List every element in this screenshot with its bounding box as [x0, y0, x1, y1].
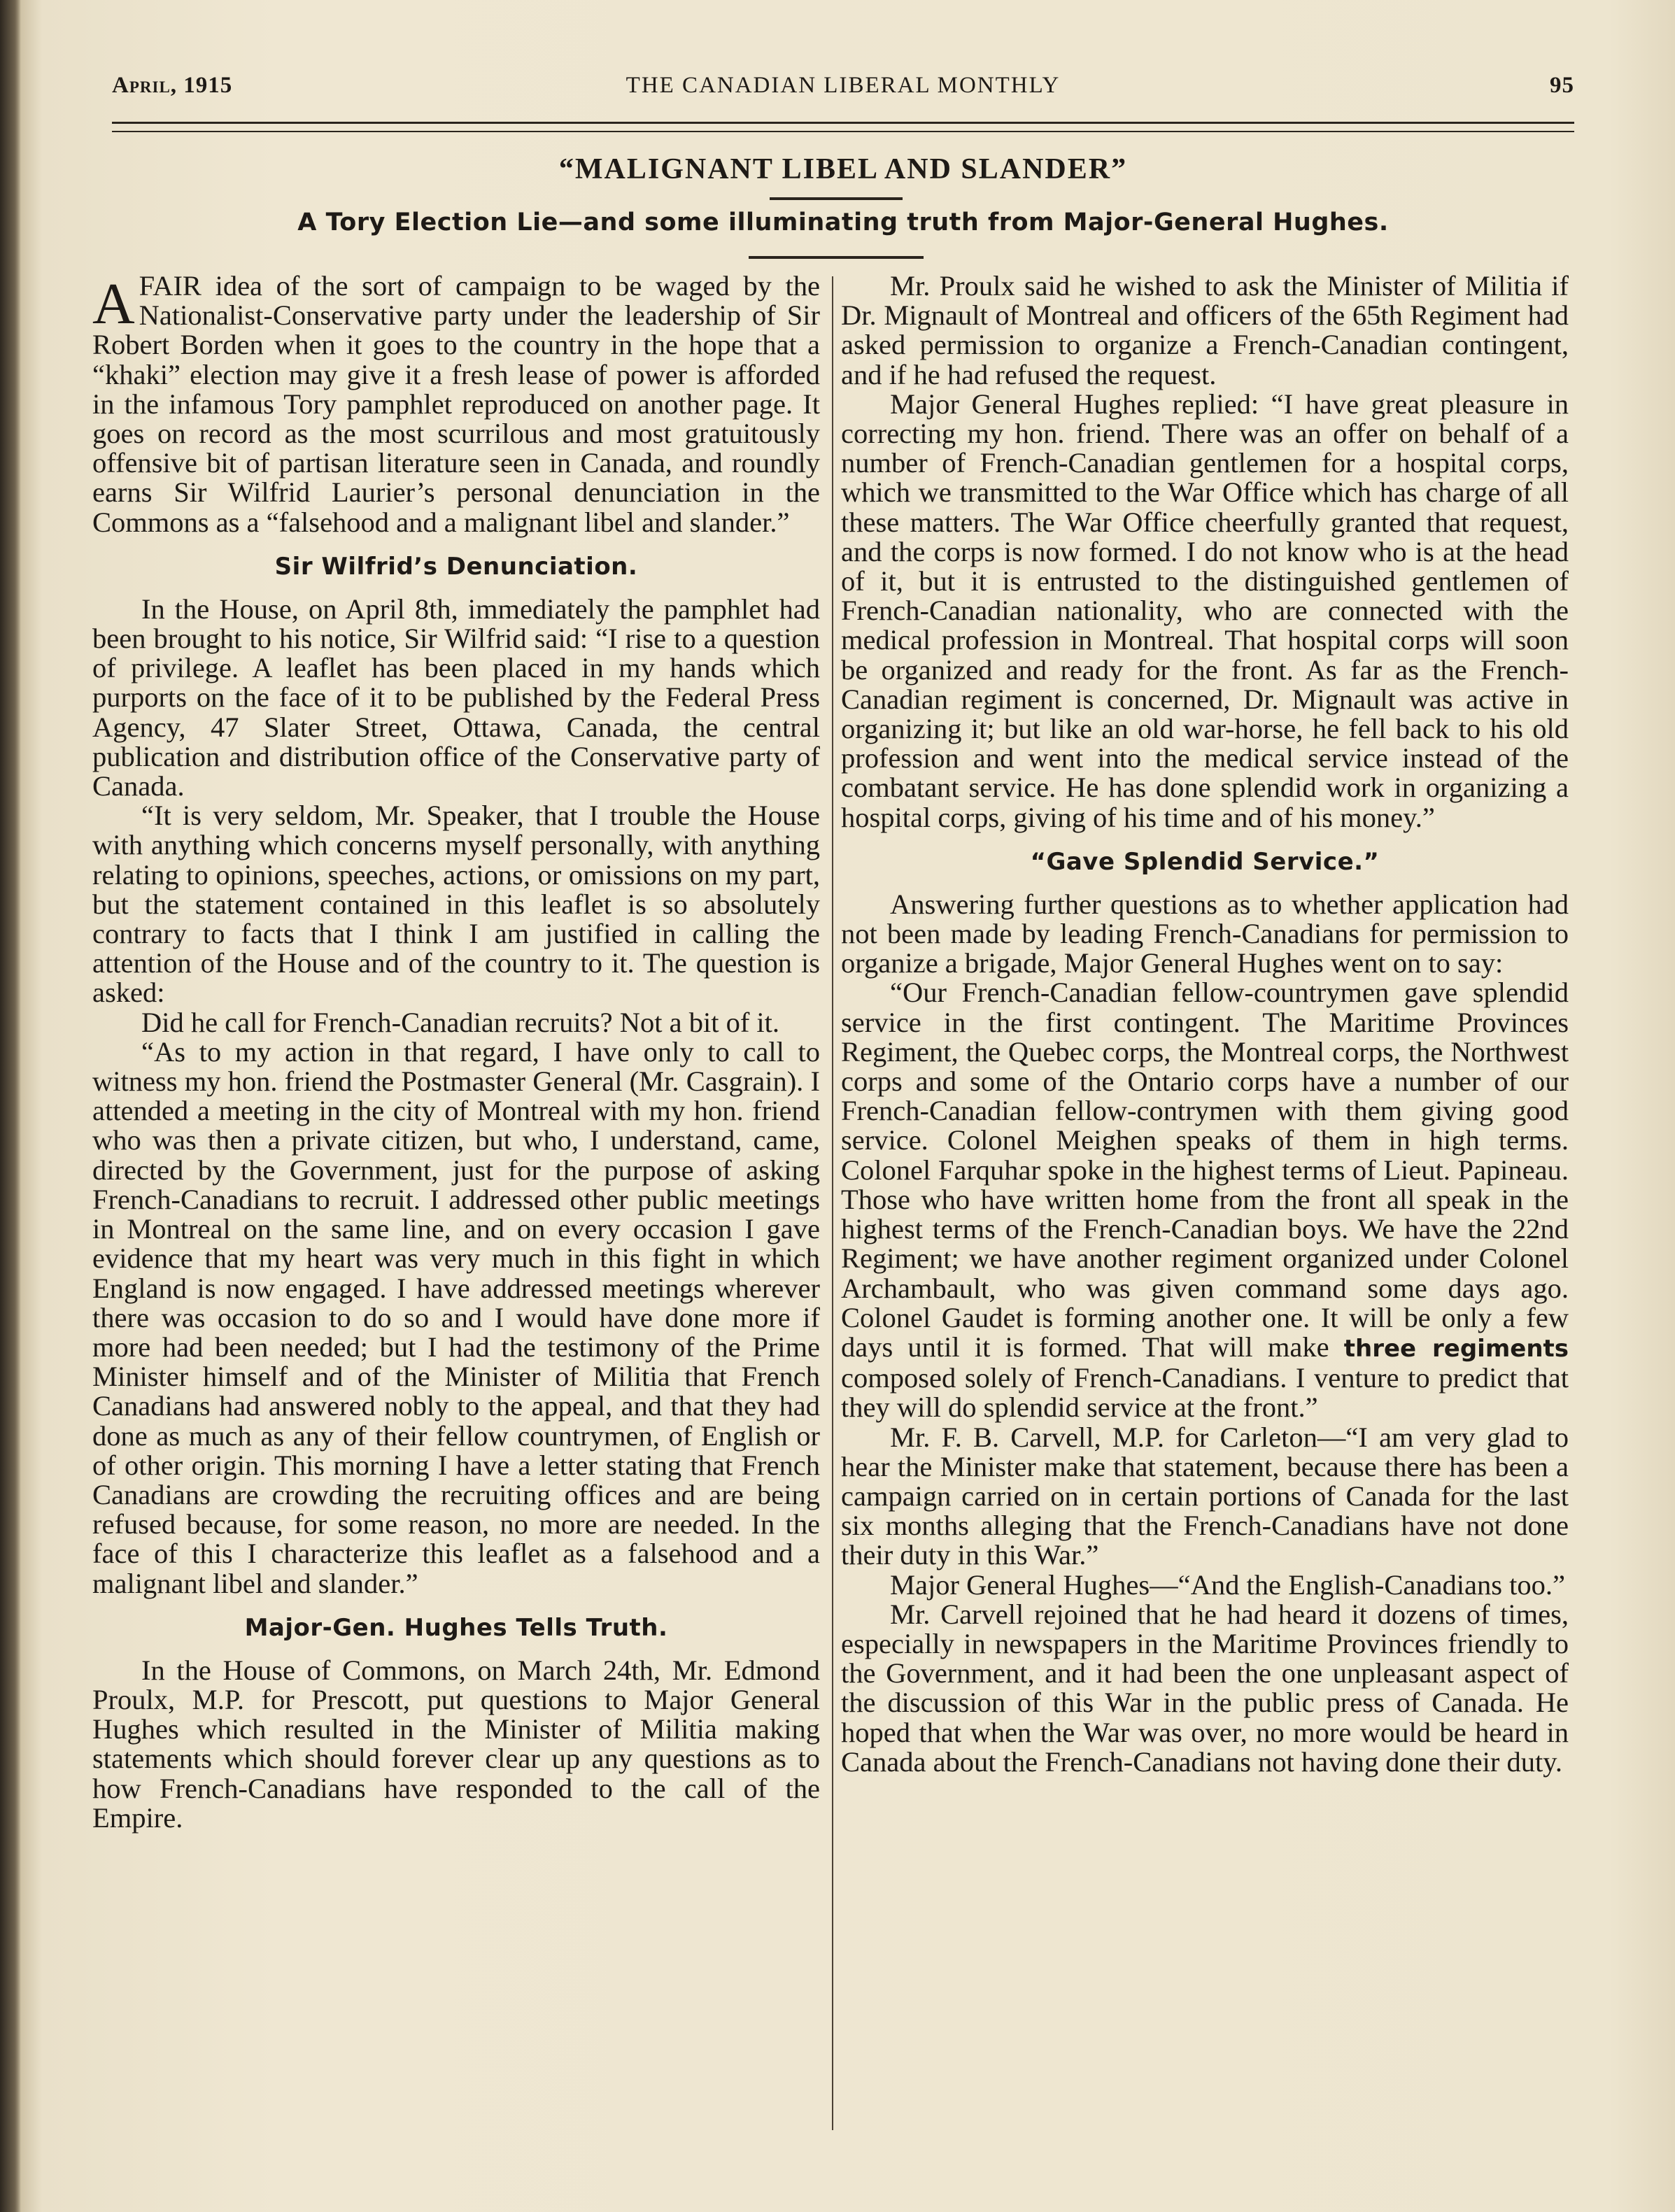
paragraph: Did he call for French-Canadian recruits? Not a bit of it.	[141, 1006, 780, 1038]
article-subtitle: A Tory Election Lie—and some illuminating truth from Major-General Hughes.	[297, 208, 1389, 236]
issue-date: April, 1915	[112, 73, 233, 98]
publication-title: THE CANADIAN LIBERAL MONTHLY	[626, 73, 1061, 98]
column-divider	[832, 276, 833, 2130]
subtitle-rule	[749, 256, 924, 259]
paragraph: Major General Hughes replied: “I have great pleasure in correcting my hon. friend. There was an offer on behalf of a number of French-Canadian gentlemen for a hospital corps, which we transmitted to the War Office which has charge of all these matters. The War Office cheerfully granted that request, and the corps is now formed. I do not know who is at the head of it, but it is entrusted to the distinguished gentlemen of French-Canadian nationality, who are connected with the medical profession in Montreal. That hospital corps will soon be organized and ready for the front. As far as the French-Canadian regiment is concerned, Dr. Mignault was active in organizing it; but like an old war-horse, he fell back to his old profession and went into the medical service instead of the combatant service. He has done splendid work in organizing a hospital corps, giving of his time and of his money.”	[841, 388, 1569, 833]
paragraph: Major General Hughes—“And the English-Canadians too.”	[890, 1568, 1565, 1601]
paragraph: In the House of Commons, on March 24th, Mr. Edmond Proulx, M.P. for Prescott, put questions to Major General Hughes which resulted in the Minister of Militia making statements which should forever clear up any questions as to how French-Canadians have responded to the call of the Empire.	[92, 1654, 820, 1834]
emphasis-text: three regiments	[1343, 1334, 1569, 1363]
paragraph: In the House, on April 8th, immediately the pamphlet had been brought to his notice, Sir Wilfrid said: “I rise to a question of privilege. A leaflet has been placed in my hands which purports on the face of it to be published by the Federal Press Agency, 47 Slater Street, Ottawa, Canada, the central publication and distribution office of the Conservative party of Canada.	[92, 593, 820, 802]
paragraph: “It is very seldom, Mr. Speaker, that I trouble the House with anything which concerns myself personally, with anything relating to opinions, speeches, actions, or omissions on my part, but the statement contained in this leaflet is so absolutely contrary to facts that I think I am justified in calling the attention of the House and of the country to it. The question is asked:	[92, 800, 820, 1009]
section-heading: Major-Gen. Hughes Tells Truth.	[244, 1613, 668, 1642]
paragraph: “As to my action in that regard, I have only to call to witness my hon. friend the Postmaster General (Mr. Casgrain). I attended a meeting in the city of Montreal with my hon. friend who was then a private citizen, but who, I understand, came, directed by the Government, just for the purpose of asking French-Canadians to recruit. I addressed other public meetings in Montreal on the same line, and on every occasion I gave evidence that my heart was very much in this fight in which England is now engaged. I have addressed meetings wherever there was occasion to do so and I would have done more if more had been needed; but I had the testimony of the Prime Minister himself and of the Minister of Militia that French Canadians had answered nobly to the appeal, and that they had done as much as any of their fellow countrymen, of English or of other origin. This morning I have a letter stating that French Canadians are crowding the recruiting offices and are being refused because, for some reason, no more are needed. In the face of this I characterize this leaflet as a falsehood and a malignant libel and slander.”	[92, 1035, 820, 1599]
left-column	[92, 271, 820, 1833]
page-number: 95	[1550, 73, 1574, 98]
drop-cap: A	[92, 271, 135, 336]
title-rule	[770, 197, 903, 200]
section-heading: “Gave Splendid Service.”	[1030, 847, 1380, 876]
article-title: “MALIGNANT LIBEL AND SLANDER”	[558, 153, 1128, 185]
right-column	[841, 271, 1569, 1777]
paragraph-text: composed solely of French-Canadians. I venture to predict that they will do splendid service at the front.”	[841, 1362, 1569, 1424]
paragraph	[841, 978, 1569, 1422]
running-head	[112, 73, 1574, 108]
binding-gutter	[0, 0, 21, 2212]
paragraph: Mr. Proulx said he wished to ask the Minister of Militia if Dr. Mignault of Montreal and officers of the 65th Regiment had asked permission to organize a French-Canadian contingent, and if he had refused the request.	[841, 270, 1569, 390]
paragraph: Answering further questions as to whether application had not been made by leading French-Canadians for permission to organize a brigade, Major General Hughes went on to say:	[841, 888, 1569, 979]
header-rule	[112, 122, 1574, 132]
paragraph-text: “Our French-Canadian fellow-countrymen gave splendid service in the first contingent. The Maritime Provinces Regiment, the Quebec corps, the Montreal corps, the Northwest corps and some of the Ontario corps have a number of our French-Canadian fellow-contrymen with them giving good service. Colonel Meighen speaks of them in high terms. Colonel Farquhar spoke in the highest terms of Lieut. Papineau. Those who have written home from the front all speak in the highest terms of the French-Canadian boys. We have the 22nd Regiment; we have another regiment organized under Colonel Archambault, who was given command some days ago. Colonel Gaudet is forming another one. It will be only a few days until it is formed. That will make	[841, 977, 1569, 1363]
intro-paragraph	[92, 271, 820, 537]
intro-text: FAIR idea of the sort of campaign to be waged by the Nationalist-Conservative party under the leadership of Sir Robert Borden when it goes to the country in the hope that a “khaki” election may give it a fresh lease of power is afforded in the infamous Tory pamphlet reproduced on another page. It goes on record as the most scurrilous and most gratuitously offensive bit of partisan literature seen in Canada, and roundly earns Sir Wilfrid Laurier’s personal denunciation in the Commons as a “falsehood and a malignant libel and slander.”	[92, 270, 820, 538]
paragraph: Mr. F. B. Carvell, M.P. for Carleton—“I am very glad to hear the Minister make that statement, because there has been a campaign carried on in certain portions of Canada for the last six months alleging that the French-Canadians have not done their duty in this War.”	[841, 1421, 1569, 1571]
paragraph: Mr. Carvell rejoined that he had heard it dozens of times, especially in newspapers in the Maritime Provinces friendly to the Government, and it had been the one unpleasant aspect of the discussion of this War in the public press of Canada. He hoped that when the War was over, no more would be heard in Canada about the French-Canadians not having done their duty.	[841, 1598, 1569, 1778]
section-heading: Sir Wilfrid’s Denunciation.	[274, 552, 638, 581]
